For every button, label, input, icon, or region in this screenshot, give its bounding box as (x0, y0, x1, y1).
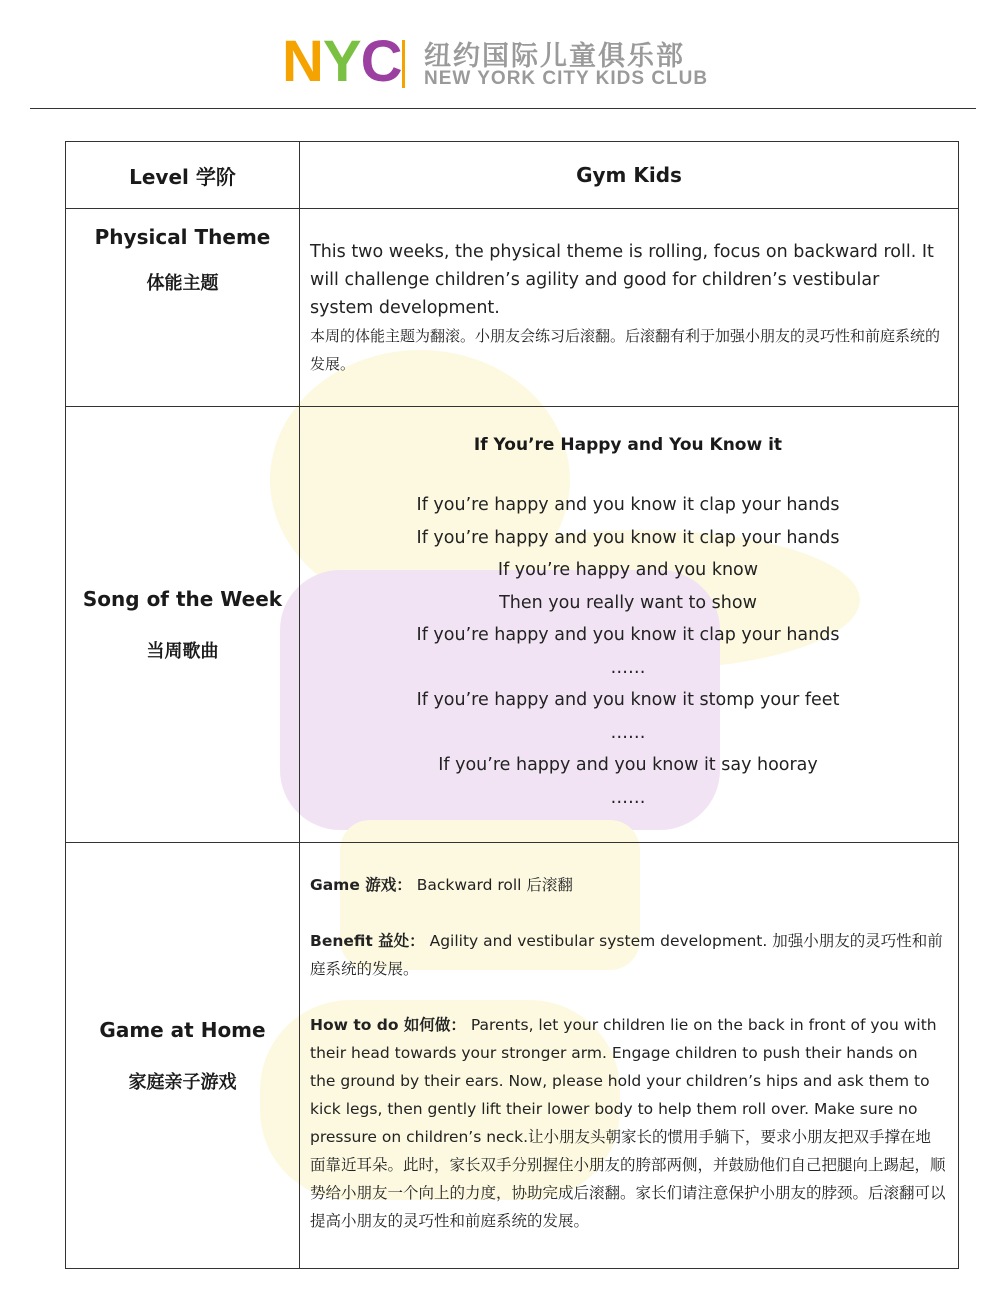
level-value: Gym Kids (576, 163, 682, 187)
song-line: If you’re happy and you know it say hooray (438, 755, 818, 775)
game-howto-value: Parents, let your children lie on the back in front of you with their head towards your stronger arm. Engage children to push their hands on the ground by their ears. Now, please hold your children’s hips and ask them to kick legs, then gently lift their lower body to help them roll over. Make sure no pressure on children’s neck.让小朋友头朝家长的惯用手躺下，要求小朋友把双手撑在地面靠近耳朵。此时，家长双手分别握住小朋友的胯部两侧，并鼓励他们自己把腿向上踢起，顺势给小朋友一个向上的力度，协助完成后滚翻。家长们请注意保护小朋友的脖颈。后滚翻可以提高小朋友的灵巧性和前庭系统的发展。 (310, 1016, 946, 1230)
song-label-en: Song of the Week (82, 586, 283, 611)
song-line: If you’re happy and you know it clap your hands (416, 527, 840, 548)
game-label-en: Game at Home (99, 1017, 266, 1042)
game-benefit-value: Agility and vestibular system development. 加强小朋友的灵巧性和前庭系统的发展。 (310, 932, 943, 978)
physical-theme-row (66, 209, 959, 407)
physical-theme-content-cell (300, 209, 959, 407)
game-name-label: Game 游戏： (310, 876, 412, 894)
physical-theme-text-cn: 本周的体能主题为翻滚。小朋友会练习后滚翻。后滚翻有利于加强小朋友的灵巧性和前庭系统的发展。 (310, 326, 941, 373)
song-content-cell (300, 407, 959, 843)
song-line: If you’re happy and you know (497, 560, 759, 580)
physical-theme-text-en: This two weeks, the physical theme is rolling, focus on backward roll. It will challenge children’s agility and good for children’s vestibular system development. (310, 241, 934, 318)
game-name (310, 871, 946, 899)
game-benefit-label: Benefit 益处： (310, 932, 425, 950)
level-label-cell (66, 142, 300, 209)
song-label-cell (66, 407, 300, 843)
game-benefit (310, 927, 946, 983)
song-line: If you’re happy and you know it stomp your feet (416, 690, 840, 710)
level-label: Level 学阶 (129, 164, 236, 189)
game-content-cell (300, 843, 959, 1269)
song-line: Then you really want to show (499, 592, 757, 613)
game-label-cell (66, 843, 300, 1269)
song-line: …… (610, 722, 646, 743)
lesson-plan-table (65, 141, 959, 1269)
game-row (66, 843, 959, 1269)
game-name-value: Backward roll 后滚翻 (416, 876, 573, 894)
song-line: If you’re happy and you know it clap your hands (416, 625, 840, 645)
club-name-cn: 纽约国际儿童俱乐部 (424, 41, 685, 72)
logo-divider (402, 40, 405, 88)
nyc-logo: NYC (282, 29, 402, 94)
game-howto (310, 1011, 946, 1235)
page-header (0, 0, 998, 110)
game-howto-label: How to do 如何做： (310, 1016, 466, 1034)
club-name-en: NEW YORK CITY KIDS CLUB (424, 68, 709, 89)
level-row (66, 142, 959, 209)
header-divider (30, 108, 976, 109)
level-value-cell (300, 142, 959, 209)
song-line: …… (610, 657, 646, 678)
song-row (66, 407, 959, 843)
song-line: If you’re happy and you know it clap your hands (416, 495, 840, 515)
physical-theme-label-cn: 体能主题 (146, 273, 219, 294)
physical-theme-label-en: Physical Theme (94, 225, 271, 249)
game-label-cn: 家庭亲子游戏 (128, 1071, 237, 1093)
physical-theme-label-cell (66, 209, 300, 407)
song-line: …… (610, 787, 646, 808)
song-title: If You’re Happy and You Know it (473, 435, 783, 455)
song-label-cn: 当周歌曲 (146, 640, 219, 662)
